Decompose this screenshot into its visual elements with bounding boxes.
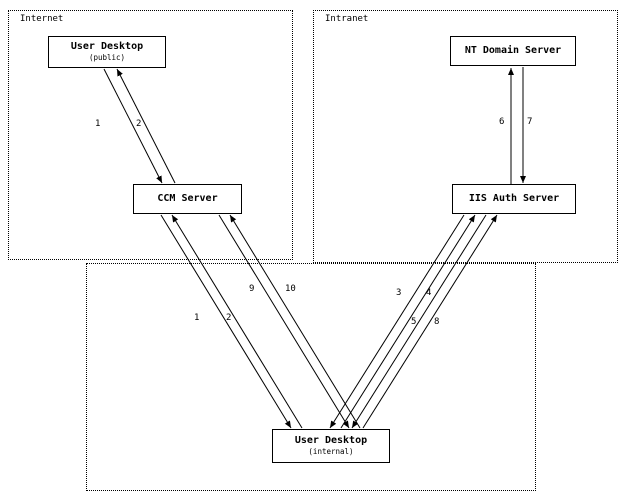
node-user-desktop-internal-subtitle: (internal): [308, 447, 354, 456]
edge-label-6: 6: [499, 117, 505, 127]
node-ccm-server[interactable]: [133, 184, 242, 214]
edge-label-8: 8: [434, 317, 440, 327]
edge-label-1-internal: 1: [194, 313, 200, 323]
edge-label-4: 4: [426, 288, 432, 298]
edge-label-2-internal: 2: [226, 313, 232, 323]
node-iis-auth-server[interactable]: [452, 184, 576, 214]
edge-label-10: 10: [285, 284, 296, 294]
zone-intranet-label: Intranet: [325, 14, 369, 24]
node-ccm-server-title: CCM Server: [157, 193, 218, 204]
node-user-desktop-public-subtitle: (public): [88, 53, 126, 62]
zone-internet-label: Internet: [20, 14, 64, 24]
edge-label-2-public: 2: [136, 119, 142, 129]
node-nt-domain-server-title: NT Domain Server: [464, 45, 562, 56]
edge-label-5: 5: [411, 317, 417, 327]
edge-label-9: 9: [249, 284, 255, 294]
node-user-desktop-public-title: User Desktop: [70, 41, 144, 52]
node-user-desktop-internal[interactable]: [272, 429, 390, 463]
node-user-desktop-public[interactable]: [48, 36, 166, 68]
edge-label-1-public: 1: [95, 119, 101, 129]
node-iis-auth-server-title: IIS Auth Server: [468, 193, 560, 204]
node-user-desktop-internal-title: User Desktop: [294, 435, 368, 446]
edge-label-7: 7: [527, 117, 533, 127]
node-nt-domain-server[interactable]: [450, 36, 576, 66]
edge-label-3: 3: [396, 288, 402, 298]
